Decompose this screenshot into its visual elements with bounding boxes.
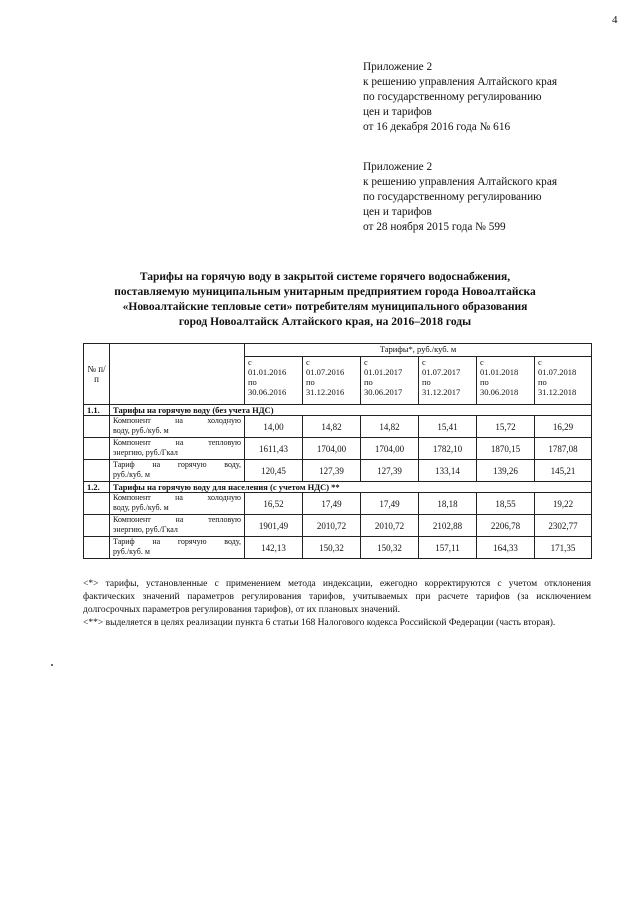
tariff-value: 150,32 [361,537,419,559]
row-label [110,438,245,460]
tariff-value: 14,82 [361,416,419,438]
annex-line: от 16 декабря 2016 года № 616 [363,121,511,133]
annex-line: Приложение 2 [363,161,433,173]
annex-block-previous [363,160,557,235]
footnote-1: <*> тарифы, установленные с применением метода индексации, ежегодно корректируются с учетом отклонения фактических значений параметров регулирования тарифов, учитываемых при расчете тарифов (за исключением долгосрочных параметров регулирования тарифов), от их плановых значений. [83,579,591,615]
row-number-cell [84,438,110,460]
tariff-value: 15,72 [477,416,535,438]
period-header-cell [477,356,535,404]
period-header-cell [535,356,592,404]
row-number-cell [84,416,110,438]
title-line: «Новоалтайские тепловые сети» потребителям муниципального образования [122,301,528,313]
row-number-cell [84,515,110,537]
table-row [84,537,592,559]
tariff-value: 2010,72 [361,515,419,537]
period-line: 30.06.2017 [364,386,403,397]
tariff-value: 14,00 [245,416,303,438]
table-row [84,515,592,537]
annex-line: от 28 ноября 2015 года № 599 [363,221,506,233]
section-header-row [84,482,592,493]
row-label [110,537,245,559]
row-label-line: воду, руб./куб. м [113,503,169,512]
period-line: по [422,376,431,387]
period-line: с [480,356,484,367]
period-line: 01.07.2017 [422,366,461,377]
tariff-value: 2302,77 [535,515,592,537]
row-label [110,493,245,515]
period-line: 30.06.2018 [480,386,519,397]
row-label-line: Тариф на горячую воду, [113,460,241,469]
tariff-value: 17,49 [303,493,361,515]
period-line: с [364,356,368,367]
row-number-cell [84,493,110,515]
annex-block-current [363,60,557,135]
section-title: Тарифы на горячую воду для населения (с учетом НДС) ** [110,482,592,493]
row-label-line: руб./куб. м [113,547,150,556]
tariff-value: 16,29 [535,416,592,438]
row-number-cell [84,460,110,482]
section-header-row [84,405,592,416]
scan-speck [51,664,53,666]
tariff-value: 2010,72 [303,515,361,537]
tariff-value: 1782,10 [419,438,477,460]
tariff-value: 18,18 [419,493,477,515]
period-line: 01.01.2016 [248,366,287,377]
num-header: № п/п [84,344,110,405]
annex-line: Приложение 2 [363,61,433,73]
period-line: 01.07.2018 [538,366,577,377]
tariff-value: 127,39 [361,460,419,482]
row-label [110,460,245,482]
annex-line: цен и тарифов [363,106,432,118]
period-line: с [248,356,252,367]
table-header-row [84,344,592,357]
title-line: поставляемую муниципальным унитарным предприятием города Новоалтайска [114,286,536,298]
period-line: по [538,376,547,387]
period-header-cell [419,356,477,404]
tariff-value: 1870,15 [477,438,535,460]
table-row [84,416,592,438]
row-label-line: энергию, руб./Гкал [113,448,178,457]
annex-line: по государственному регулированию [363,191,542,203]
tariff-value: 2102,88 [419,515,477,537]
row-label-line: Тариф на горячую воду, [113,537,241,546]
footnote-2: <**> выделяется в целях реализации пункта 6 статьи 168 Налогового кодекса Российской Федерации (часть вторая). [83,618,556,628]
tariff-value: 2206,78 [477,515,535,537]
tariff-value: 171,35 [535,537,592,559]
annex-line: к решению управления Алтайского края [363,76,558,88]
period-line: 31.12.2016 [306,386,345,397]
period-line: с [422,356,426,367]
table-row [84,493,592,515]
period-line: по [306,376,315,387]
page-number: 4 [612,14,618,26]
period-line: 01.01.2018 [480,366,519,377]
tariff-value: 15,41 [419,416,477,438]
tariff-value: 164,33 [477,537,535,559]
tariff-table [83,343,592,559]
row-label-line: руб./куб. м [113,470,150,479]
row-label-line: Компонент на тепловую [113,515,241,524]
period-line: 30.06.2016 [248,386,287,397]
tariff-value: 19,22 [535,493,592,515]
empty-header-cell [110,344,245,405]
tariff-value: 1611,43 [245,438,303,460]
period-line: по [480,376,489,387]
row-label-line: Компонент на холодную [113,493,241,502]
period-line: по [364,376,373,387]
period-line: с [306,356,310,367]
section-number: 1.1. [84,405,110,416]
period-line: по [248,376,257,387]
tariff-value: 142,13 [245,537,303,559]
tariff-value: 1704,00 [361,438,419,460]
row-label-line: Компонент на тепловую [113,438,241,447]
tariff-value: 120,45 [245,460,303,482]
tariff-value: 18,55 [477,493,535,515]
row-label-line: воду, руб./куб. м [113,426,169,435]
tariff-value: 1901,49 [245,515,303,537]
row-label-line: энергию, руб./Гкал [113,525,178,534]
tariff-value: 17,49 [361,493,419,515]
annex-line: к решению управления Алтайского края [363,176,558,188]
annex-line: цен и тарифов [363,206,432,218]
period-line: 31.12.2018 [538,386,577,397]
tariff-value: 133,14 [419,460,477,482]
row-label-line: Компонент на холодную [113,416,241,425]
tariff-header: Тарифы*, руб./куб. м [245,344,592,357]
annex-line: по государственному регулированию [363,91,542,103]
tariff-value: 16,52 [245,493,303,515]
row-label [110,416,245,438]
period-header-cell [361,356,419,404]
period-line: с [538,356,542,367]
tariff-value: 1704,00 [303,438,361,460]
section-number: 1.2. [84,482,110,493]
period-header-cell [245,356,303,404]
tariff-value: 1787,08 [535,438,592,460]
row-number-cell [84,537,110,559]
section-title: Тарифы на горячую воду (без учета НДС) [110,405,592,416]
tariff-value: 157,11 [419,537,477,559]
table-row [84,460,592,482]
document-title [60,270,590,330]
tariff-value: 127,39 [303,460,361,482]
title-line: Тарифы на горячую воду в закрытой системе горячего водоснабжения, [139,271,511,283]
period-line: 31.12.2017 [422,386,461,397]
period-header-cell [303,356,361,404]
tariff-value: 145,21 [535,460,592,482]
row-label [110,515,245,537]
period-line: 01.07.2016 [306,366,345,377]
tariff-value: 139,26 [477,460,535,482]
tariff-value: 14,82 [303,416,361,438]
tariff-value: 150,32 [303,537,361,559]
period-line: 01.01.2017 [364,366,403,377]
title-line: город Новоалтайск Алтайского края, на 2016–2018 годы [178,316,472,328]
table-row [84,438,592,460]
